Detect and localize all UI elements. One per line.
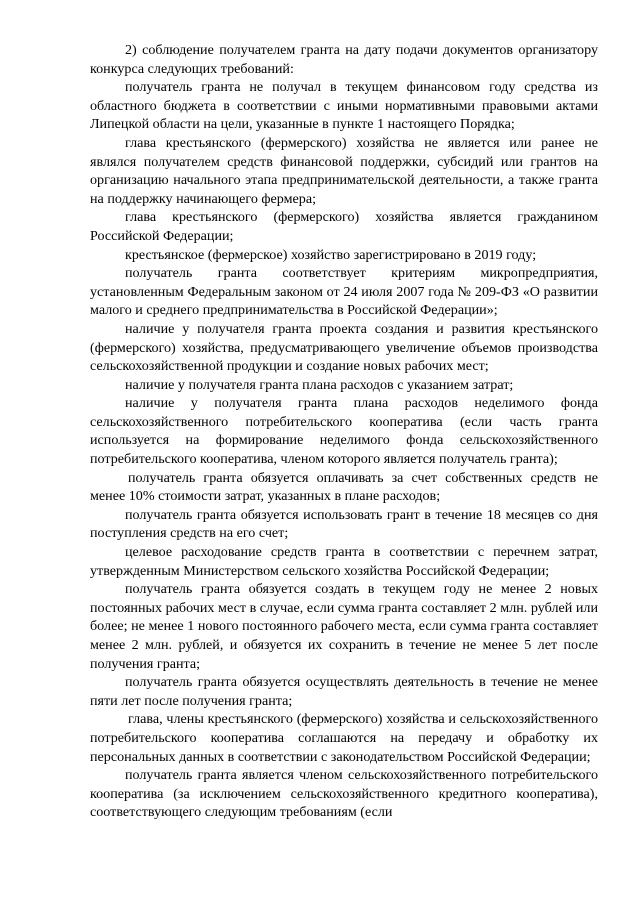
paragraph-indivisible-fund-plan: наличие у получателя гранта плана расходов неделимого фонда сельскохозяйственного потребительского кооператива (если часть гранта используется на формирование неделимого фонда сельскохозяйственного потребительского кооператива, членом которого является получатель гранта); (90, 395, 598, 468)
paragraph-no-prior-support: глава крестьянского (фермерского) хозяйства не является или ранее не являлся получателем средств финансовой поддержки, субсидий или грантов на организацию начального этапа предпринимательской деятельности, а также гранта на поддержку начинающего фермера; (90, 134, 598, 207)
paragraph-targeted-spending: целевое расходование средств гранта в соответствии с перечнем затрат, утвержденным Министерством сельского хозяйства Российской Федерации; (90, 544, 598, 579)
paragraph-cooperative-membership: получатель гранта является членом сельскохозяйственного потребительского кооператива (за исключением сельскохозяйственного кредитного кооператива), соответствующего следующим требованиям (если (90, 767, 598, 821)
paragraph-expense-plan: наличие у получателя гранта плана расходов с указанием затрат; (125, 376, 514, 393)
paragraph-operation-period: получатель гранта обязуется осуществлять деятельность в течение не менее пяти лет после получения гранта; (90, 674, 598, 709)
paragraph-micro-enterprise: получатель гранта соответствует критериям микропредприятия, установленным Федеральным законом от 24 июля 2007 года № 209-ФЗ «О развитии малого и среднего предпринимательства в Российской Федерации»; (90, 265, 598, 319)
paragraph-requirements-intro: 2) соблюдение получателем гранта на дату подачи документов организатору конкурса следующих требований: (90, 42, 598, 77)
paragraph-own-funds: получатель гранта обязуется оплачивать за счет собственных средств не менее 10% стоимости затрат, указанных в плане расходов; (90, 469, 598, 505)
paragraph-citizenship: глава крестьянского (фермерского) хозяйства является гражданином Российской Федерации; (90, 209, 598, 244)
paragraph-development-project: наличие у получателя гранта проекта создания и развития крестьянского (фермерского) хозяйства, предусматривающего увеличение объемов производства сельскохозяйственной продукции и создание новых рабочих мест; (90, 320, 598, 375)
paragraph-no-regional-funds: получатель гранта не получал в текущем финансовом году средства из областного бюджета в соответствии с иными нормативными правовыми актами Липецкой области на цели, указанные в пункте 1 настоящего Порядка; (90, 79, 598, 133)
document-body (90, 41, 598, 822)
paragraph-new-jobs: получатель гранта обязуется создать в текущем году не менее 2 новых постоянных рабочих мест в случае, если сумма гранта составляет 2 млн. рублей или более; не менее 1 нового постоянного рабочего места, если сумма гранта составляет менее 2 млн. рублей, и обязуется их сохранить в течение не менее 5 лет после получения гранта; (90, 581, 598, 672)
paragraph-personal-data-consent: глава, члены крестьянского (фермерского) хозяйства и сельскохозяйственного потребительского кооператива соглашаются на передачу и обработку их персональных данных в соответствии с законодательством Российской Федерации; (90, 711, 598, 765)
paragraph-usage-period: получатель гранта обязуется использовать грант в течение 18 месяцев со дня поступления средств на его счет; (90, 506, 598, 542)
paragraph-registration-year: крестьянское (фермерское) хозяйство зарегистрировано в 2019 году; (125, 246, 537, 263)
